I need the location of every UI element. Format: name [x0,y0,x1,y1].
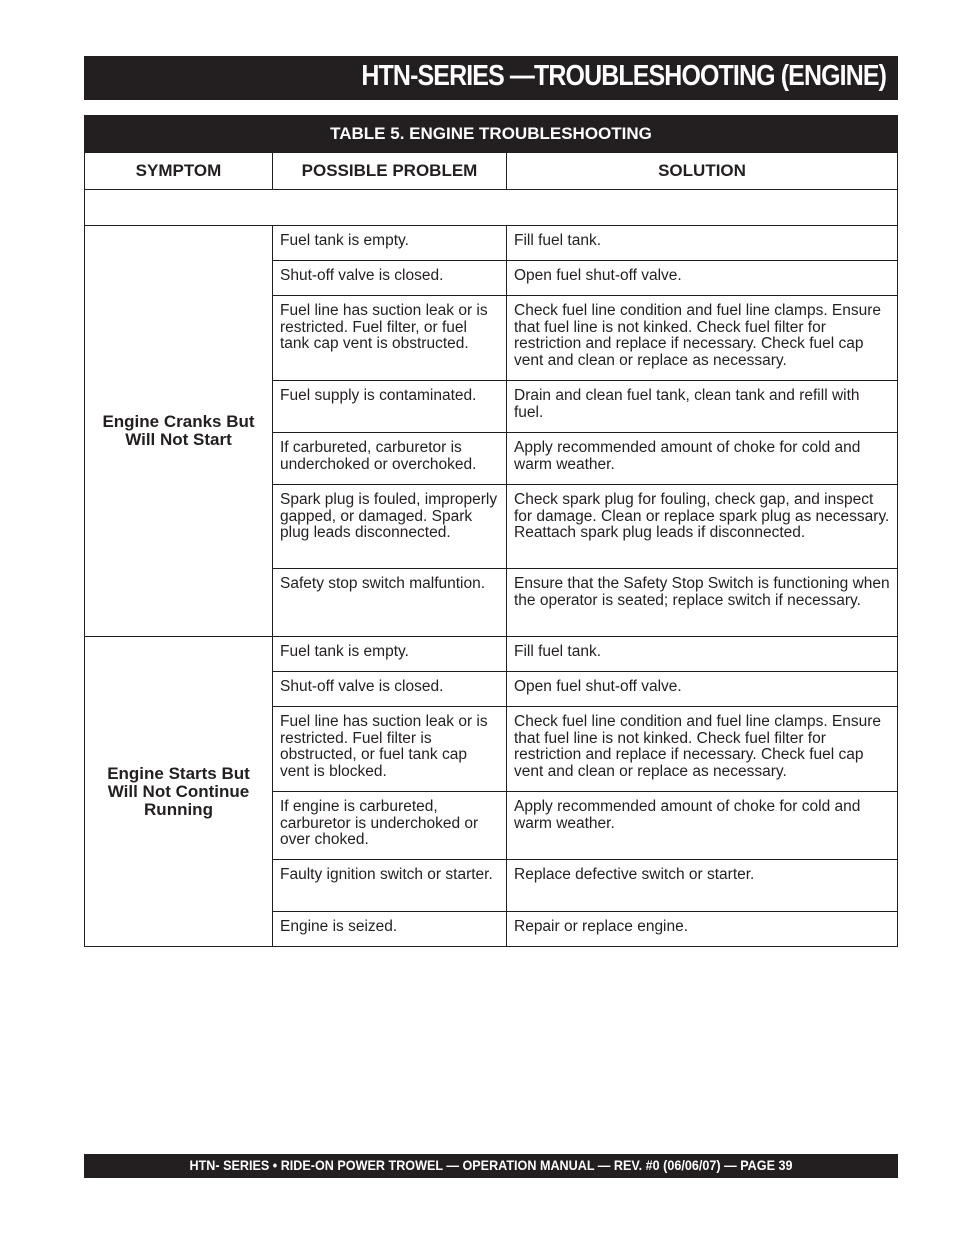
solution-cell: Open fuel shut-off valve. [507,672,898,707]
possible-problem-cell: Fuel tank is empty. [273,637,507,672]
possible-problem-cell: If carbureted, carburetor is underchoked or overchoked. [273,433,507,485]
symptom-cell: Engine Starts But Will Not Continue Running [85,637,273,947]
table-caption: TABLE 5. ENGINE TROUBLESHOOTING [85,116,898,153]
possible-problem-cell: Fuel line has suction leak or is restricted. Fuel filter is obstructed, or fuel tank cap vent is blocked. [273,707,507,792]
possible-problem-cell: Engine is seized. [273,912,507,947]
possible-problem-cell: Shut-off valve is closed. [273,672,507,707]
solution-cell: Drain and clean fuel tank, clean tank and refill with fuel. [507,381,898,433]
column-header-symptom: SYMPTOM [85,153,273,190]
column-header-row [85,153,898,190]
table-row [85,637,898,672]
table-row [85,226,898,261]
possible-problem-cell: Fuel supply is contaminated. [273,381,507,433]
possible-problem-cell: Safety stop switch malfuntion. [273,569,507,637]
solution-cell: Apply recommended amount of choke for cold and warm weather. [507,433,898,485]
possible-problem-cell: If engine is carbureted, carburetor is underchoked or over choked. [273,792,507,860]
blank-row [85,190,898,226]
solution-cell: Open fuel shut-off valve. [507,261,898,296]
solution-cell: Apply recommended amount of choke for cold and warm weather. [507,792,898,860]
solution-cell: Fill fuel tank. [507,226,898,261]
blank-cell [85,190,898,226]
solution-cell: Check fuel line condition and fuel line clamps. Ensure that fuel line is not kinked. Check fuel filter for restriction and replace if necessary. Check fuel cap vent and clean or replace as necessary. [507,707,898,792]
page-title-bar [84,56,898,100]
solution-cell: Fill fuel tank. [507,637,898,672]
possible-problem-cell: Fuel tank is empty. [273,226,507,261]
column-header-solution: SOLUTION [507,153,898,190]
footer-text: HTN- SERIES • RIDE-ON POWER TROWEL — OPERATION MANUAL — REV. #0 (06/06/07) — PAGE 39 [189,1157,793,1173]
column-header-possible-problem: POSSIBLE PROBLEM [273,153,507,190]
possible-problem-cell: Fuel line has suction leak or is restricted. Fuel filter, or fuel tank cap vent is obstructed. [273,296,507,381]
possible-problem-cell: Shut-off valve is closed. [273,261,507,296]
page-title: HTN-SERIES —TROUBLESHOOTING (ENGINE) [361,60,886,92]
solution-cell: Check fuel line condition and fuel line clamps. Ensure that fuel line is not kinked. Check fuel filter for restriction and replace if necessary. Check fuel cap vent and clean or replace as necessary. [507,296,898,381]
solution-cell: Check spark plug for fouling, check gap, and inspect for damage. Clean or replace spark plug as necessary. Reattach spark plug leads if disconnected. [507,485,898,569]
footer-bar [84,1154,898,1178]
possible-problem-cell: Faulty ignition switch or starter. [273,860,507,912]
possible-problem-cell: Spark plug is fouled, improperly gapped, or damaged. Spark plug leads disconnected. [273,485,507,569]
symptom-cell: Engine Cranks But Will Not Start [85,226,273,637]
solution-cell: Replace defective switch or starter. [507,860,898,912]
engine-troubleshooting-table [84,115,898,947]
solution-cell: Repair or replace engine. [507,912,898,947]
solution-cell: Ensure that the Safety Stop Switch is functioning when the operator is seated; replace switch if necessary. [507,569,898,637]
